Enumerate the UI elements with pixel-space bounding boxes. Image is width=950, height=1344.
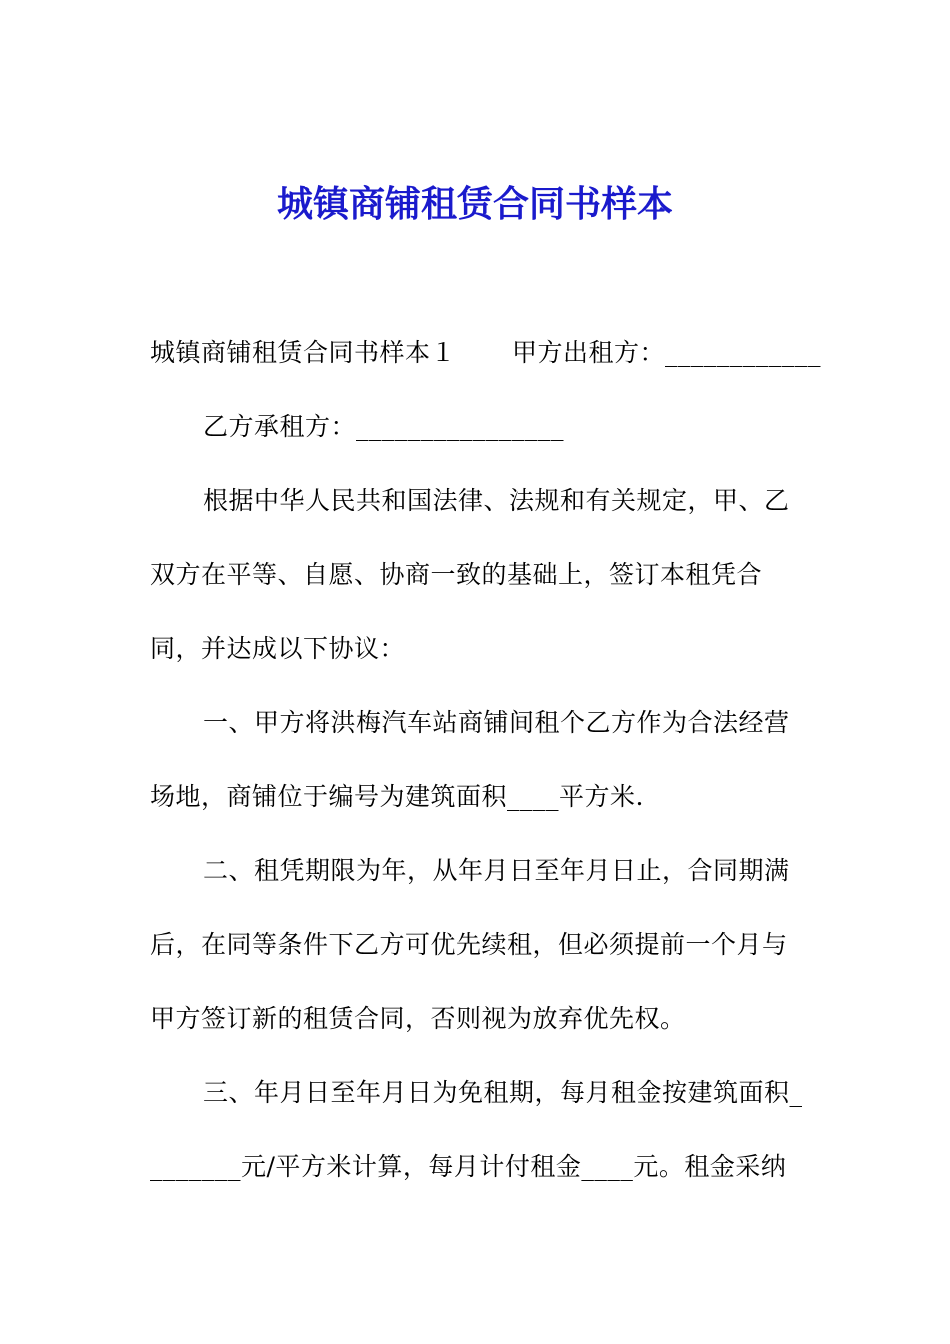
paragraph-line: 双方在平等、自愿、协商一致的基础上，签订本租凭合: [150, 560, 763, 589]
clause-2-line: 甲方签订新的租赁合同，否则视为放弃优先权。: [150, 1004, 686, 1033]
clause-1-line: 一、甲方将洪梅汽车站商铺间租个乙方作为合法经营: [203, 708, 790, 737]
clause-2-line: 二、租凭期限为年，从年月日至年月日止，合同期满: [203, 856, 790, 885]
paragraph-line: 根据中华人民共和国法律、法规和有关规定，甲、乙: [203, 486, 790, 515]
clause-3-line: 三、年月日至年月日为免租期，每月租金按建筑面积_: [203, 1078, 803, 1107]
clause-3-line: _______元/平方米计算，每月计付租金____元。租金采纳: [150, 1152, 787, 1181]
sample-heading: 城镇商铺租赁合同书样本１: [150, 338, 457, 367]
document-title: 城镇商铺租赁合同书样本: [276, 183, 673, 225]
party-a-line: [150, 333, 821, 373]
lessee-line: 乙方承租方：________________: [203, 412, 565, 441]
clause-1-line: 场地，商铺位于编号为建筑面积____平方米.: [150, 782, 644, 811]
paragraph-line: 同，并达成以下协议：: [150, 634, 406, 663]
lessor-field: 甲方出租方：____________: [512, 338, 822, 367]
clause-2-line: 后，在同等条件下乙方可优先续租，但必须提前一个月与: [150, 930, 788, 959]
